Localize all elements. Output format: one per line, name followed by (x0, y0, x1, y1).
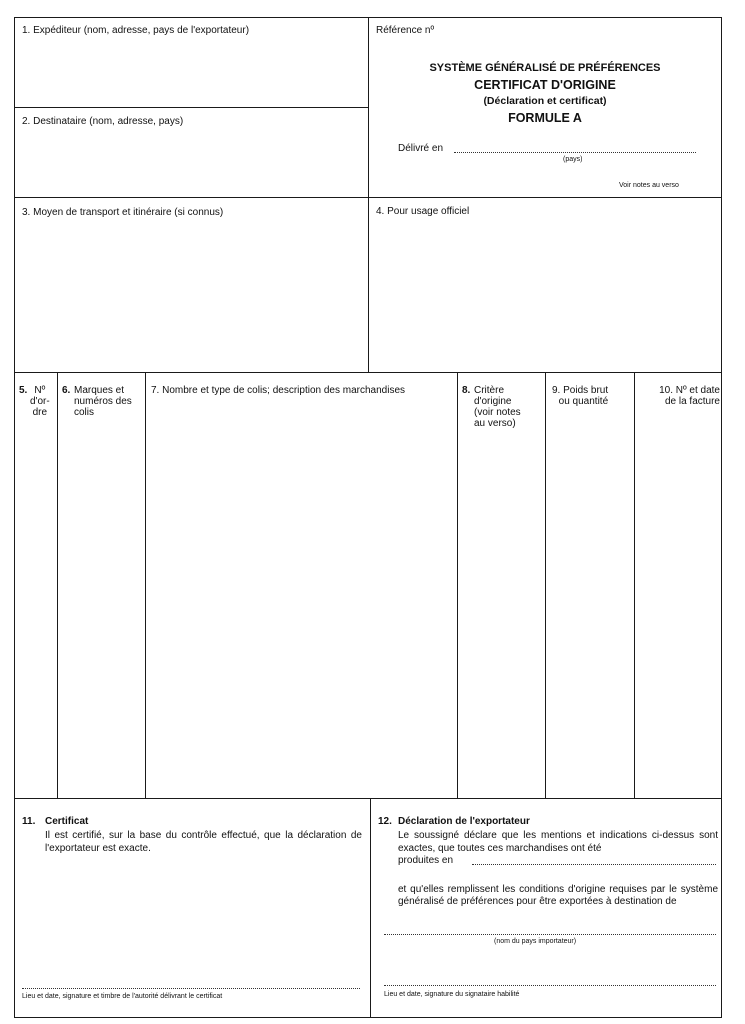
divider-v-11-12 (370, 798, 371, 1018)
title-declaration: (Déclaration et certificat) (483, 95, 607, 107)
issued-in-label: Délivré en (398, 143, 444, 154)
col5-text: Nº d'or- dre (30, 385, 50, 418)
importer-country-field[interactable] (384, 934, 716, 935)
col5-number: 5. (19, 385, 28, 396)
divider-col-8-9 (545, 372, 546, 798)
box11-number: 11. (22, 816, 36, 827)
col8-text: Critère d'origine (voir notes au verso) (474, 385, 521, 429)
col9-label: 9. Poids brut ou quantité (552, 385, 609, 407)
box11-title: Certificat (45, 816, 89, 827)
box4-label: 4. Pour usage officiel (376, 206, 470, 217)
box12-signature-line[interactable] (384, 985, 716, 986)
produced-in-label: produites en (398, 855, 454, 866)
country-caption: (pays) (563, 156, 583, 163)
divider-h-columns-11 (14, 798, 722, 799)
col7-label: 7. Nombre et type de colis; description des marchandises (151, 385, 406, 396)
col8-number: 8. (462, 385, 471, 396)
title-certificate: CERTIFICAT D'ORIGINE (474, 78, 616, 92)
issued-in-field[interactable] (454, 152, 696, 153)
frame-bottom (14, 1017, 722, 1018)
divider-v-top (368, 17, 369, 372)
divider-col-7-8 (457, 372, 458, 798)
importer-caption: (nom du pays importateur) (494, 938, 577, 945)
title-system: SYSTÈME GÉNÉRALISÉ DE PRÉFÉRENCES (429, 62, 661, 74)
frame-right (721, 17, 722, 1018)
box2-label: 2. Destinataire (nom, adresse, pays) (22, 116, 184, 127)
box11-body: Il est certifié, sur la base du contrôle effectué, que la déclaration de l'exportateur est exacte. (45, 830, 362, 854)
divider-h-2-3 (14, 197, 722, 198)
box12-body-2: et qu'elles remplissent les conditions d'origine requises par le système généralisé de préférences pour être exportées à destination de (398, 884, 718, 907)
box11-signature-line[interactable] (22, 988, 360, 989)
box12-title: Déclaration de l'exportateur (398, 816, 530, 827)
col10-label: 10. Nº et date de la facture (659, 385, 720, 407)
box12-number: 12. (378, 816, 392, 827)
divider-col-5-6 (57, 372, 58, 798)
divider-h-3-5 (14, 372, 722, 373)
title-form-a: FORMULE A (508, 111, 582, 125)
box1-label: 1. Expéditeur (nom, adresse, pays de l'exportateur) (22, 25, 250, 36)
divider-col-9-10 (634, 372, 635, 798)
box12-body-1: Le soussigné déclare que les mentions et indications ci-dessus sont exactes, que toutes ces marchandises ont été (398, 830, 718, 854)
divider-col-6-7 (145, 372, 146, 798)
box3-label: 3. Moyen de transport et itinéraire (si connus) (22, 207, 224, 218)
col6-text: Marques et numéros des colis (74, 385, 132, 418)
notes-verso: Voir notes au verso (619, 182, 679, 189)
box11-signature-caption: Lieu et date, signature et timbre de l'autorité délivrant le certificat (22, 993, 223, 1000)
divider-h-1-2 (14, 107, 369, 108)
col6-number: 6. (62, 385, 71, 396)
frame-left (14, 17, 15, 1018)
produced-in-field[interactable] (472, 864, 716, 865)
box12-signature-caption: Lieu et date, signature du signataire habilité (384, 991, 520, 998)
reference-label: Référence nº (376, 25, 435, 36)
